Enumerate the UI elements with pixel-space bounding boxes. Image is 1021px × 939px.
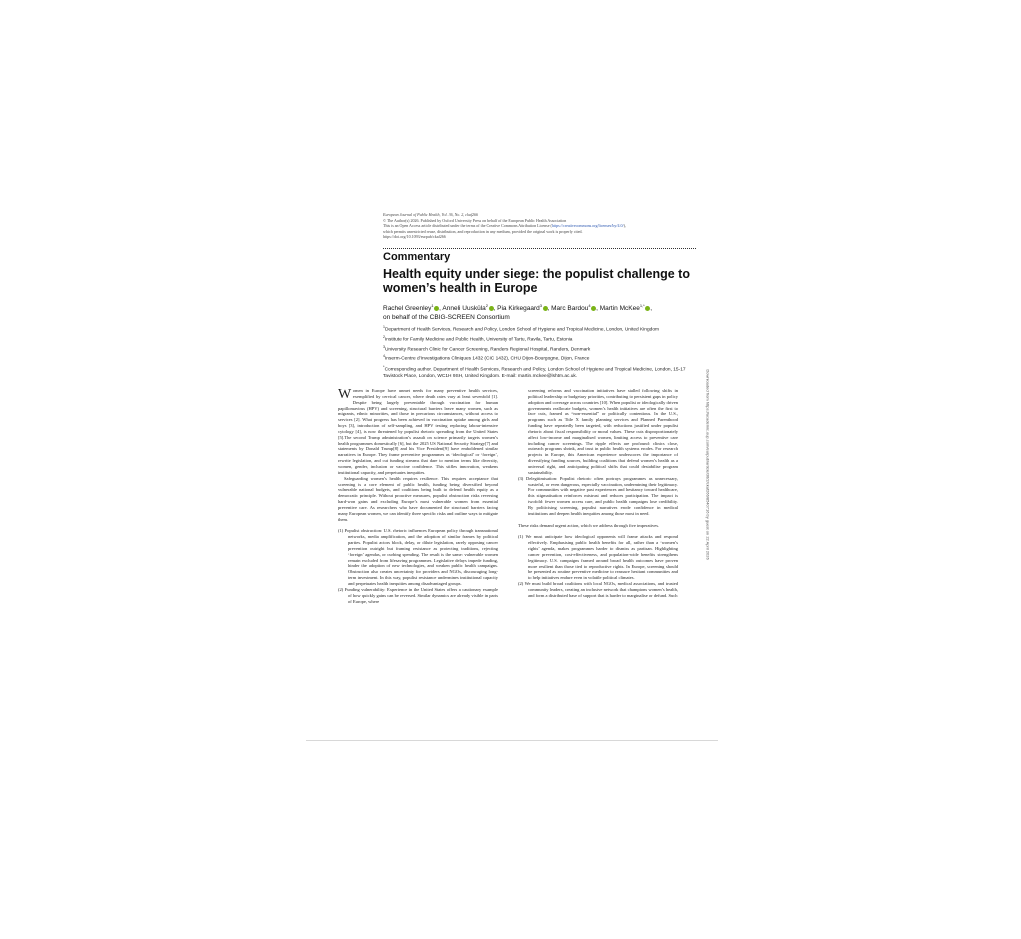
paragraph-text: omen in Europe have unmet needs for many preventive health services, exemplified by cervical cancer, where death rates vary at least sevenfold [1]. Despite being largely preventable through vaccination for human papillomavirus (HPV) and screening, structural barriers leave many women, such as migrants, ethnic minorities, and those in precarious circumstances, without access to services [2]. What progress has been achieved in vaccination uptake among girls and boys [3], introduction of self-sampling, and HPV testing replacing labour-intensive cytology [4], is now threatened by populist rhetoric spreading from the United States [5].The second Trump administration’s assault on science primarily targets women’s health programmes domestically [6], but the 2025 US National Security Strategy[7] and statements by Donald Trump[8] and his Vice President[9] have emboldened similar narratives in Europe. They frame preventive programmes as ‘ideological’ or ‘foreign’, rewrite legislation, and cut funding streams that dare to mention terms like diversity, women, gender, inclusion or vaccine confidence. This stifles innovation, weakens institutional capacity, and perpetuates inequities. bbox=[338, 388, 498, 475]
affiliation-item bbox=[383, 344, 703, 354]
author-affil-sup: 4 bbox=[588, 303, 591, 308]
list-item: (1) We must anticipate how ideological opponents will frame attacks and respond effectively. Emphasising public health benefits for all, rather than a ‘women’s rights’ agenda, makes programmes harder to dismiss as partisan. Highlighting cancer prevention, cost-effectiveness, and population-wide benefits strengthens legitimacy. U.S. campaigns framed around broad health outcomes have proven more resilient than those tied to reproductive rights. In Europe, screening should be presented as routine preventive medicine to reassure hesitant communities and to help initiatives endure even in volatile political climates. bbox=[518, 534, 678, 581]
affiliation-item bbox=[383, 334, 703, 344]
license-line-2: which permits unrestricted reuse, distribution, and reproduction in any medium, provided the original work is properly cited. bbox=[383, 228, 583, 234]
section-label: Commentary bbox=[383, 251, 451, 263]
imperative-list bbox=[518, 534, 678, 598]
download-note: Downloaded from https://academic.oup.com/eurpub/article/36/2/ckaf266/8540716 by guest on 22 April 2026 bbox=[705, 369, 711, 560]
affil-sup: 1 bbox=[383, 325, 385, 329]
body-column-right bbox=[518, 388, 678, 599]
corresp-sup: * bbox=[383, 364, 385, 369]
affiliation-item bbox=[383, 353, 703, 363]
author-name[interactable]: Anneli Uusküla bbox=[442, 305, 486, 313]
article-page bbox=[306, 200, 718, 740]
download-watermark bbox=[704, 336, 712, 596]
corresponding-author bbox=[383, 364, 703, 380]
author-name[interactable]: Pia Kirkegaard bbox=[497, 305, 540, 313]
affil-text: University Research Clinic for Cancer Screening, Randers Regional Hospital, Randers, Denmark bbox=[384, 347, 591, 353]
risk-list bbox=[338, 528, 498, 604]
paragraph: These risks demand urgent action, which we address through five imperatives. bbox=[518, 522, 660, 528]
author-list: Rachel Greenley$^1$ , Anneli Uusküla$^2$ , Pia Kirkegaard$^3$ , Marc Bardou$^4$ , Martin McKee$^{1,*}$ , on behalf of the CBIG-SCREEN Consortium bbox=[383, 303, 653, 322]
article-title: Health equity under siege: the populist challenge to women’s health in Europe bbox=[383, 267, 690, 295]
license-text-end: ), bbox=[623, 223, 626, 229]
copyright-line: © The Author(s) 2026. Published by Oxford University Press on behalf of the European Public Health Association bbox=[383, 217, 567, 223]
orcid-icon[interactable] bbox=[591, 306, 596, 311]
author-name[interactable]: Rachel Greenley bbox=[383, 305, 432, 313]
list-item: (3) Delegitimisation: Populist rhetoric often portrays programmes as unnecessary, wasteful, or even dangerous, especially vaccination, undermining their legitimacy. For communities with negative past experiences and hesitancy toward healthcare, this stigmatisation reinforces mistrust and reduces participation. The impact is twofold: fewer women access care, and public health campaigns lose credibility. By politicising screening, populist narratives erode confidence in medical institutions and deepen health inequities among those most in need. bbox=[518, 475, 678, 516]
list-item: (1) Populist obstruction: U.S. rhetoric influences European policy through transnational networks, media amplification, and the adoption of similar frames by political parties. Populist actors block, delay, or dilute legislation, rarely opposing cancer prevention outright but framing resistance as protecting traditions, rejecting ‘foreign’ agendas, or curbing spending. The result is the same: vulnerable women remain excluded from lifesaving programmes. Legislative delays impede funding, hinder the adoption of new technologies, and weaken public health campaigns. Obstruction also creates uncertainty for providers and NGOs, discouraging long-term investment. In this way, populist resistance undermines institutional capacity and perpetuates health inequities among disadvantaged groups. bbox=[338, 528, 498, 586]
paragraph: Safeguarding women’s health requires resilience. This requires acceptance that screening is a core element of public health, funding being diversified beyond vulnerable national budgets, and coalitions being built to defend health equity as a democratic principle. Without proactive measures, populist obstruction risks reversing hard-won gains and excluding Europe’s most vulnerable women from essential preventive care. As researchers who have documented the structural barriers facing many European women, we can identify three specific risks and outline ways to mitigate them. bbox=[338, 475, 498, 522]
license-text: This is an Open Access article distributed under the terms of the Creative Commons Attribution License ( bbox=[383, 223, 552, 229]
doi-link[interactable]: https://doi.org/10.1093/eurpub/ckaf266 bbox=[383, 234, 446, 240]
paragraph: screening reforms and vaccination initiatives have stalled following shifts in political leadership or budgetary priorities, contributing to persistent gaps in policy adoption and coverage across countries [10]. When populist or ideologically driven governments reallocate budgets, women’s health initiatives are often the first to face cuts, framed as “non-essential” or politically contentious. In the U.S., programs such as Title X family planning services and Planned Parenthood funding have repeatedly been targeted, with reductions justified under populist rhetoric about fiscal responsibility or moral values. These cuts disproportionately affect low-income and marginalised women, limiting access to preventive care including cancer screenings. The ripple effects are profound: clinics close, outreach programs shrink, and trust in public health systems erodes. For research projects in Europe, this American experience underscores the importance of diversifying funding sources, building coalitions that defend women’s health as a universal right, and anticipating political shifts that could destabilise program sustainability. bbox=[528, 388, 678, 475]
consortium-line: on behalf of the CBIG-SCREEN Consortium bbox=[383, 314, 510, 322]
license-link[interactable]: https://creativecommons.org/licenses/by/4.0/ bbox=[551, 223, 624, 229]
affil-sup: 4 bbox=[383, 354, 385, 359]
affil-text: Institute for Family Medicine and Public Health, University of Tartu, Ravila, Tartu, Estonia bbox=[384, 337, 573, 343]
author-name[interactable]: Martin McKee bbox=[599, 305, 640, 313]
corresp-text: Corresponding author. Department of Health Services, Research and Policy, London School of Hygiene and Tropical Medicine, London, 15-17 Tavistock Place, London, WC1H 9SH, United Kingdom. E-mail: martin.mckee@lshtm.ac.uk. bbox=[383, 367, 686, 379]
list-item: (2) Funding vulnerability: Experience in the United States offers a cautionary example of how quickly gains can be reversed. Similar dynamics are already visible in parts of Europe, where bbox=[338, 586, 498, 604]
author-affil-sup: 2 bbox=[485, 303, 489, 308]
author-name[interactable]: Marc Bardou bbox=[551, 305, 589, 313]
journal-header bbox=[383, 212, 683, 240]
list-item: (2) We must build broad coalitions with local NGOs, medical associations, and trusted community leaders, creating an inclusive network that champions women’s health, and form a distributed base of support that is harder to marginalise or defund. Such bbox=[518, 581, 678, 598]
affil-sup: 2 bbox=[383, 334, 385, 339]
affiliation-item bbox=[383, 324, 703, 334]
affil-sup: 3 bbox=[383, 344, 385, 349]
author-affil-sup: 1,* bbox=[639, 303, 645, 308]
journal-citation: European Journal of Public Health, Vol. 36, No. 2, ckaf266 bbox=[383, 212, 478, 217]
affil-text: Inserm-Centre d’Investigations Cliniques 1432 (CIC 1432), CHU Dijon-Bourgogne, Dijon, France bbox=[384, 356, 590, 362]
intro-paragraph bbox=[338, 388, 498, 476]
page-bottom-rule bbox=[306, 740, 718, 741]
author-affil-sup: 1 bbox=[431, 303, 434, 308]
orcid-icon[interactable] bbox=[543, 306, 548, 311]
affiliation-list bbox=[383, 324, 703, 363]
orcid-icon[interactable] bbox=[645, 306, 650, 311]
affil-text: Department of Health Services, Research and Policy, London School of Hygiene and Tropical Medicine, London, United Kingdom bbox=[384, 327, 659, 333]
body-column-left bbox=[338, 388, 498, 604]
orcid-icon[interactable] bbox=[434, 306, 439, 311]
author-affil-sup: 3 bbox=[539, 303, 543, 308]
orcid-icon[interactable] bbox=[489, 306, 494, 311]
drop-cap: W bbox=[338, 387, 352, 402]
header-divider bbox=[383, 248, 696, 249]
